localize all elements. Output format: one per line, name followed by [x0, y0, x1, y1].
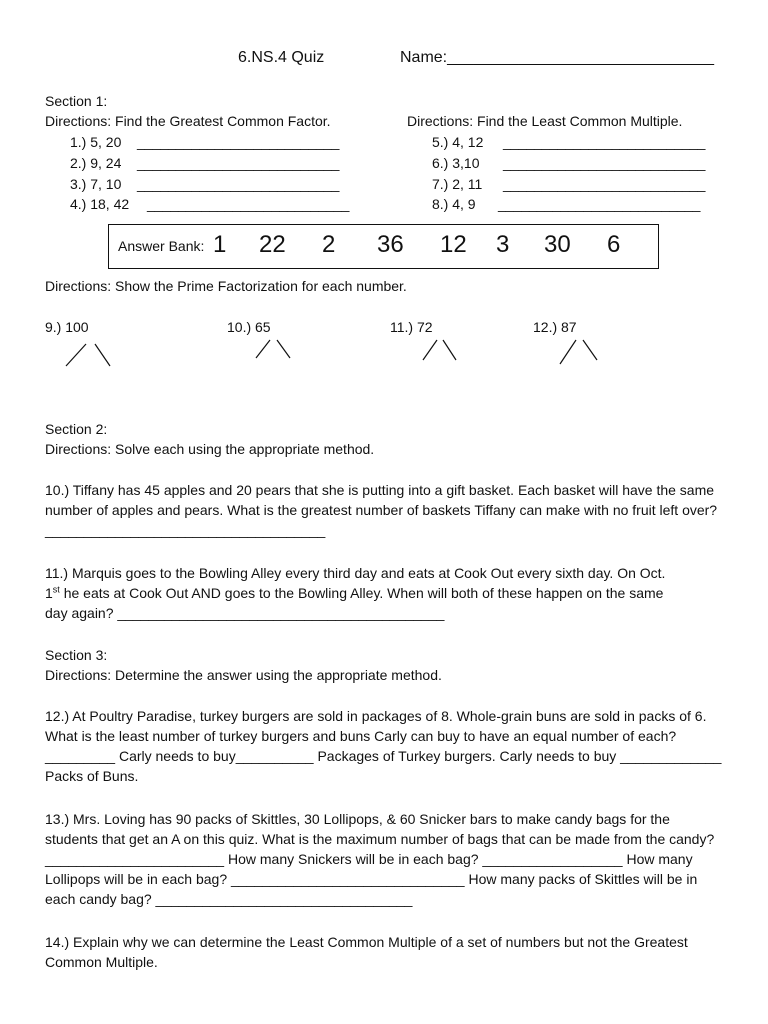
prime-item-12: 12.) 87: [533, 319, 577, 335]
q11-date-number: 1: [45, 585, 53, 601]
gcf-item-3-label: 3.) 7, 10: [70, 176, 122, 192]
quiz-title: 6.NS.4 Quiz: [238, 49, 325, 66]
question-11-line-3: day again? __________________________________________: [45, 605, 445, 621]
question-12: 12.) At Poultry Paradise, turkey burgers are sold in packages of 8. Whole-grain buns are sold in packs of 6. What is the least number of turkey burgers and buns Carly can buy to have an equal number of each?_________ Carly needs to buy__________ Packages of Turkey burgers. Carly needs to buy _____________ Packs of Buns.: [45, 708, 722, 784]
gcf-item-2-answer[interactable]: __________________________: [137, 155, 340, 171]
answer-bank-label: Answer Bank:: [118, 238, 205, 254]
prime-item-9: 9.) 100: [45, 319, 89, 335]
factor-tree-branches: [250, 336, 300, 366]
gcf-item-1-label: 1.) 5, 20: [70, 134, 122, 150]
gcf-item-3-answer[interactable]: __________________________: [137, 176, 340, 192]
factor-tree-branches: [60, 340, 120, 370]
answer-bank-value: 12: [440, 231, 467, 258]
gcf-directions: Directions: Find the Greatest Common Factor.: [45, 113, 331, 129]
gcf-item-2-label: 2.) 9, 24: [70, 155, 122, 171]
lcm-item-7-label: 7.) 2, 11: [432, 176, 483, 192]
lcm-item-5-label: 5.) 4, 12: [432, 134, 484, 150]
name-field[interactable]: ______________________________: [447, 49, 715, 66]
factor-tree-branches: [416, 336, 466, 366]
question-10: 10.) Tiffany has 45 apples and 20 pears that she is putting into a gift basket. Each basket will have the same number of apples and pears. What is the greatest number of baskets Tiffany can make with no fruit left over? ____________________________________: [45, 482, 718, 538]
answer-bank-value: 22: [259, 231, 286, 258]
answer-bank-value: 3: [496, 231, 510, 258]
answer-bank-value: 1: [213, 231, 227, 258]
question-14: 14.) Explain why we can determine the Least Common Multiple of a set of numbers but not the Greatest Common Multiple.: [45, 934, 688, 970]
section3-directions: Directions: Determine the answer using the appropriate method.: [45, 667, 442, 683]
question-13: 13.) Mrs. Loving has 90 packs of Skittles, 30 Lollipops, & 60 Snicker bars to make candy bags for the students that get an A on this quiz. What is the maximum number of bags that can be made from the candy? _______________________ How many Snickers will be in each bag? __________________ How many Lollipops will be in each bag? ______________________________ How many packs of Skittles will be in each candy bag? _________________________________: [45, 811, 715, 907]
gcf-item-1-answer[interactable]: __________________________: [137, 134, 340, 150]
factor-tree-branches: [553, 336, 603, 368]
section3-heading: Section 3:: [45, 647, 108, 663]
lcm-item-8-label: 8.) 4, 9: [432, 196, 476, 212]
q11-date-suffix: st: [52, 584, 60, 595]
lcm-item-6-answer[interactable]: __________________________: [503, 155, 706, 171]
answer-bank: [108, 224, 659, 269]
answer-bank-value: 6: [607, 231, 621, 258]
section2-heading: Section 2:: [45, 421, 108, 437]
question-11-line-1: 11.) Marquis goes to the Bowling Alley every third day and eats at Cook Out every sixth day. On Oct.: [45, 565, 666, 581]
gcf-item-4-answer[interactable]: __________________________: [147, 196, 350, 212]
answer-bank-value: 36: [377, 231, 404, 258]
lcm-item-5-answer[interactable]: __________________________: [503, 134, 706, 150]
lcm-item-7-answer[interactable]: __________________________: [503, 176, 706, 192]
prime-item-10: 10.) 65: [227, 319, 271, 335]
name-label: [400, 48, 714, 68]
section2-directions: Directions: Solve each using the appropriate method.: [45, 441, 375, 457]
q11-line-2-text: he eats at Cook Out AND goes to the Bowling Alley. When will both of these happen on the same: [59, 585, 664, 601]
question-11-line-2: [45, 583, 663, 603]
lcm-directions: Directions: Find the Least Common Multiple.: [407, 113, 683, 129]
section1-heading: Section 1:: [45, 93, 108, 109]
lcm-item-6-label: 6.) 3,10: [432, 155, 480, 171]
gcf-item-4-label: 4.) 18, 42: [70, 196, 130, 212]
lcm-item-8-answer[interactable]: __________________________: [498, 196, 701, 212]
prime-item-11: 11.) 72: [390, 319, 433, 335]
name-label-text: Name:: [400, 49, 448, 66]
answer-bank-value: 30: [544, 231, 571, 258]
answer-bank-value: 2: [322, 231, 336, 258]
prime-directions: Directions: Show the Prime Factorization for each number.: [45, 278, 407, 294]
